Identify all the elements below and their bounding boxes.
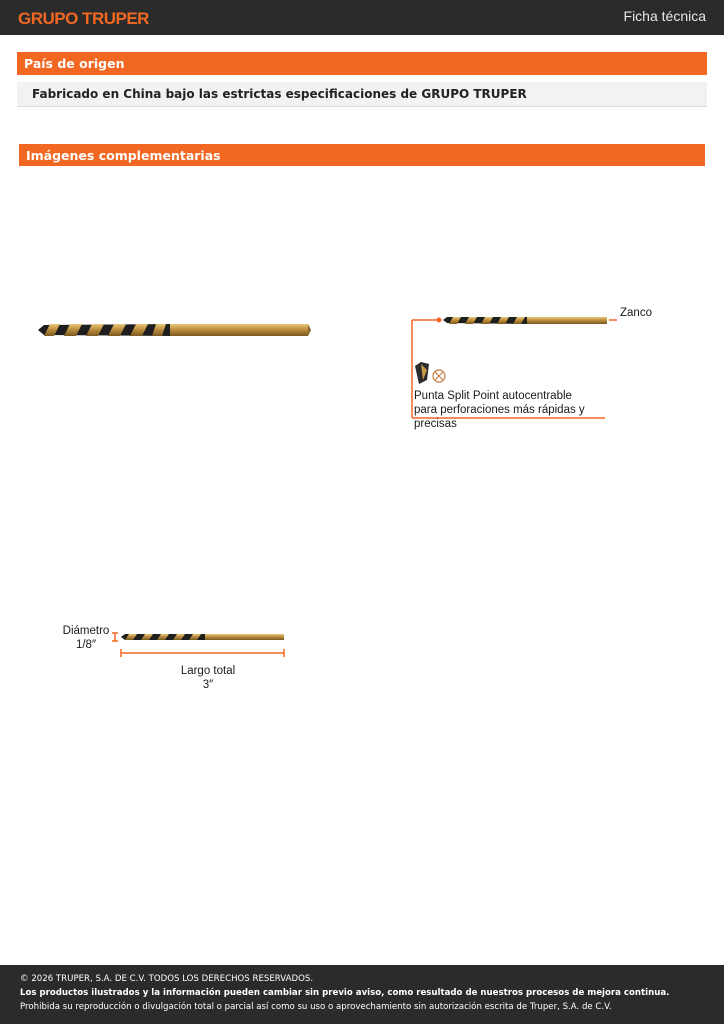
callout-split-line2: para perforaciones más rápidas y precisas — [414, 404, 585, 430]
callout-split-line1: Punta Split Point autocentrable — [414, 390, 572, 402]
footer-legal: Prohibida su reproducción o divulgación total o parcial así como su uso o aprovechamiento sin autorización escrita de Truper, S.A. de C.V. — [20, 1002, 612, 1012]
brand-logo: GRUPO TRUPER — [18, 9, 149, 28]
length-value: 3″ — [202, 679, 214, 691]
callout-zanco: Zanco — [620, 307, 652, 319]
footer-notice: Los productos ilustrados y la información pueden cambiar sin previo aviso, como resultado de nuestros procesos de mejora continua. — [20, 988, 670, 998]
footer — [0, 965, 724, 1024]
callout-diameter — [58, 624, 114, 652]
callout-length — [168, 664, 248, 692]
origin-text: Fabricado en China bajo las estrictas especificaciones de GRUPO TRUPER — [17, 82, 707, 107]
diameter-value: 1/8″ — [75, 639, 97, 651]
diameter-label: Diámetro — [62, 625, 110, 637]
top-bar — [0, 0, 724, 35]
length-label: Largo total — [180, 665, 236, 677]
drill-bit-image — [30, 312, 320, 348]
section-title-origin: País de origen — [17, 52, 707, 75]
section-title-images: Imágenes complementarias — [19, 144, 705, 166]
callout-split-point — [414, 389, 629, 431]
footer-copyright: © 2026 TRUPER, S.A. DE C.V. TODOS LOS DERECHOS RESERVADOS. — [20, 974, 314, 984]
document-type: Ficha técnica — [623, 8, 706, 24]
